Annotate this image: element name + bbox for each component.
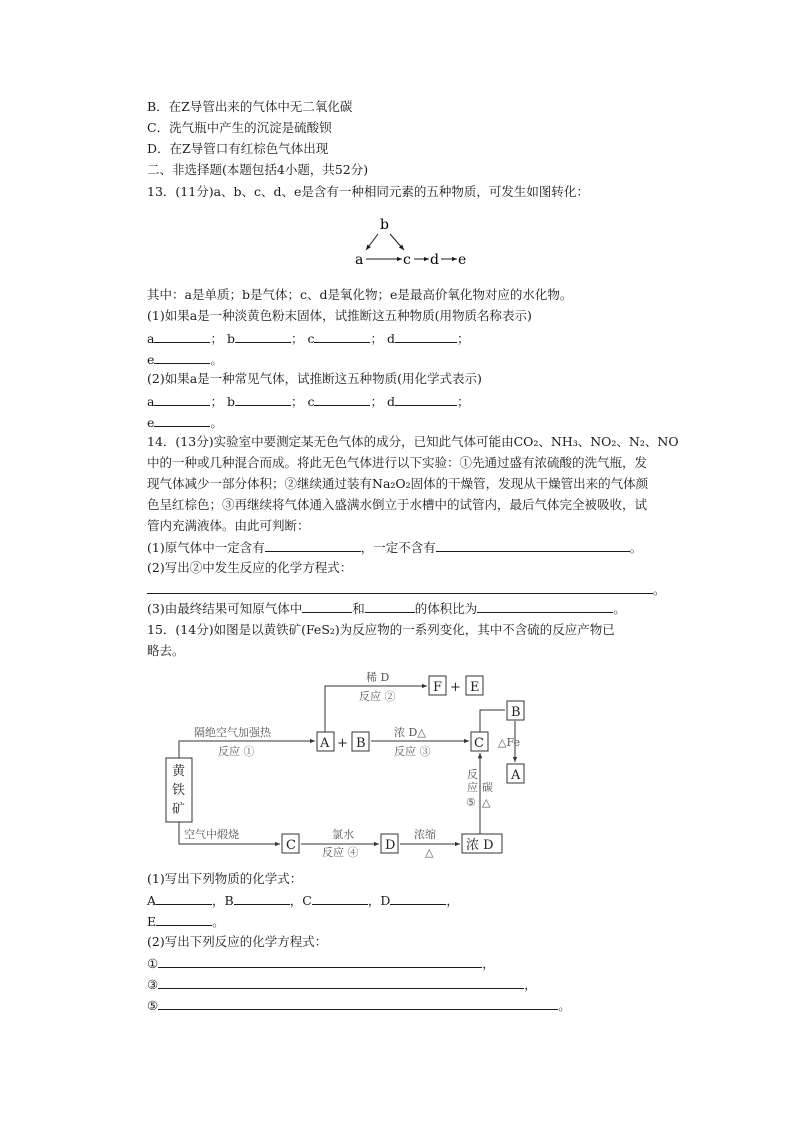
blank[interactable] — [156, 892, 212, 905]
cond-reaction-2: 反应 ② — [359, 690, 396, 703]
blank[interactable] — [235, 330, 291, 343]
cond-reaction-4: 反应 ④ — [322, 846, 359, 859]
label-d-bottom: D — [385, 838, 396, 853]
section-heading: 二、非选择题(本题包括4小题，共52分) — [147, 162, 369, 177]
label-c-right: C — [474, 736, 484, 751]
q15-line2: 略去。 — [147, 643, 185, 658]
label-conc-d: 浓 D — [466, 838, 494, 853]
cond-fe-heat: △Fe — [498, 736, 520, 749]
q13-stem: 13．(11分)a、b、c、d、e是含有一种相同元素的五种物质，可发生如图转化： — [147, 184, 589, 199]
blank[interactable] — [395, 330, 457, 343]
q15-part2: (2)写出下列反应的化学方程式： — [147, 934, 328, 949]
arrow-b-c — [390, 234, 404, 250]
q14-line3: 现气体减少一部分体积；②继续通过装有Na₂O₂固体的干燥管，发现从干燥管出来的气体颜 — [147, 476, 649, 491]
q13-part2-blanks-row1: a ； b ； c ； d ； — [147, 394, 470, 409]
q15-eq-3: ③ ， — [147, 977, 537, 992]
blank[interactable] — [314, 393, 370, 406]
q15-part1-blanks-row2: E 。 — [147, 914, 225, 929]
q13-part2: (2)如果a是一种常见气体，试推断这五种物质(用化学式表示) — [147, 371, 482, 386]
q13-note: 其中：a是单质；b是气体；c、d是氧化物；e是最高价氧化物对应的水化物。 — [147, 287, 573, 302]
plus-2: + — [450, 680, 461, 695]
q14-part2-answer: 。 — [147, 581, 666, 598]
q13-node-a: a — [355, 252, 364, 268]
blank[interactable] — [154, 351, 210, 364]
cond-r5-char: 碳 — [482, 781, 493, 794]
cond-heat: △ — [425, 846, 434, 859]
cond-r5-char: 反 — [467, 768, 478, 781]
blank[interactable] — [234, 892, 290, 905]
q13-part1-blanks-row2: e 。 — [147, 352, 223, 367]
blank[interactable] — [158, 976, 524, 989]
q14-line4: 色呈红棕色；③再继续将气体通入盛满水倒立于水槽中的试管内，最后气体完全被吸收，试 — [147, 497, 648, 512]
q15-eq-1: ① ， — [147, 956, 495, 971]
q14-part1: (1)原气体中一定含有 ，一定不含有 。 — [147, 540, 643, 555]
cond-r5-char: ⑤ — [466, 796, 476, 809]
q13-part1: (1)如果a是一种淡黄色粉末固体，试推断这五种物质(用物质名称表示) — [147, 308, 532, 323]
q13-part1-blanks-row1: a ； b ； c ； d ； — [147, 331, 470, 346]
label-c-bottom: C — [286, 838, 296, 853]
ore-char-2: 铁 — [172, 783, 186, 798]
cond-r5-char: 应 — [467, 781, 478, 794]
plus-1: + — [337, 736, 348, 751]
cond-reaction-3: 反应 ③ — [394, 745, 431, 758]
cond-roast-in-air: 空气中煅烧 — [184, 828, 239, 841]
blank[interactable] — [265, 539, 361, 552]
blank[interactable] — [154, 393, 210, 406]
blank[interactable] — [312, 892, 368, 905]
arrow-a-b — [366, 234, 378, 250]
q15-line1: 15．(14分)如图是以黄铁矿(FeS₂)为反应物的一系列变化，其中不含硫的反应产物已 — [147, 622, 615, 637]
q13-node-e: e — [458, 252, 467, 268]
blank[interactable] — [365, 600, 415, 613]
q15-eq-5: ⑤ 。 — [147, 998, 571, 1013]
blank[interactable] — [158, 955, 482, 968]
ore-char-1: 黄 — [172, 764, 186, 779]
blank[interactable] — [154, 330, 210, 343]
blank[interactable] — [314, 330, 370, 343]
option-b: B．在Z导管出来的气体中无二氧化碳 — [147, 99, 353, 114]
blank[interactable] — [154, 414, 210, 427]
q13-node-d: d — [430, 252, 439, 268]
ore-char-3: 矿 — [172, 802, 186, 817]
label-b: B — [356, 736, 366, 751]
option-d: D．在Z导管口有红棕色气体出现 — [147, 141, 329, 156]
cond-reaction-1: 反应 ① — [218, 745, 255, 758]
q14-line2: 中的一种或几种混合而成。将此无色气体进行以下实验：①先通过盛有浓硫酸的洗气瓶，发 — [147, 455, 648, 470]
q14-line5: 管内充满液体。由此可判断： — [147, 518, 310, 533]
label-b-right: B — [511, 705, 521, 720]
q15-part1: (1)写出下列物质的化学式： — [147, 871, 303, 886]
label-a-right: A — [511, 768, 521, 783]
blank[interactable] — [147, 581, 653, 594]
q13-diagram — [350, 212, 480, 270]
q14-line1: 14．(13分)实验室中要测定某无色气体的成分，已知此气体可能由CO₂、NH₃、NO₂、N₂、NO — [147, 434, 679, 449]
blank[interactable] — [436, 539, 630, 552]
q14-part3: (3)由最终结果可知原气体中 和 的体积比为 。 — [147, 601, 626, 616]
q14-part2: (2)写出②中发生反应的化学方程式： — [147, 560, 353, 575]
blank[interactable] — [158, 997, 558, 1010]
blank[interactable] — [156, 913, 212, 926]
cond-heat-no-air: 隔绝空气加强热 — [194, 726, 271, 739]
cond-dilute-d: 稀 D — [366, 671, 390, 684]
blank[interactable] — [302, 600, 352, 613]
cond-concentrate: 浓缩 — [414, 828, 436, 841]
cond-r5-char: △ — [482, 796, 491, 809]
blank[interactable] — [477, 600, 613, 613]
q13-node-c: c — [403, 252, 411, 268]
blank[interactable] — [235, 393, 291, 406]
cond-chlorine-water: 氯水 — [332, 828, 354, 841]
q15-flow-diagram — [160, 666, 540, 864]
q13-part2-blanks-row2: e 。 — [147, 415, 223, 430]
option-c: C．洗气瓶中产生的沉淀是硫酸钡 — [147, 120, 332, 135]
blank[interactable] — [390, 892, 446, 905]
label-a: A — [320, 736, 330, 751]
blank[interactable] — [395, 393, 457, 406]
q13-node-b: b — [380, 217, 389, 233]
cond-conc-d-heat: 浓 D△ — [394, 726, 426, 739]
label-f: F — [433, 680, 443, 695]
q15-part1-blanks-row1: A ，B ，C ，D ， — [147, 893, 459, 908]
label-e: E — [470, 680, 480, 695]
